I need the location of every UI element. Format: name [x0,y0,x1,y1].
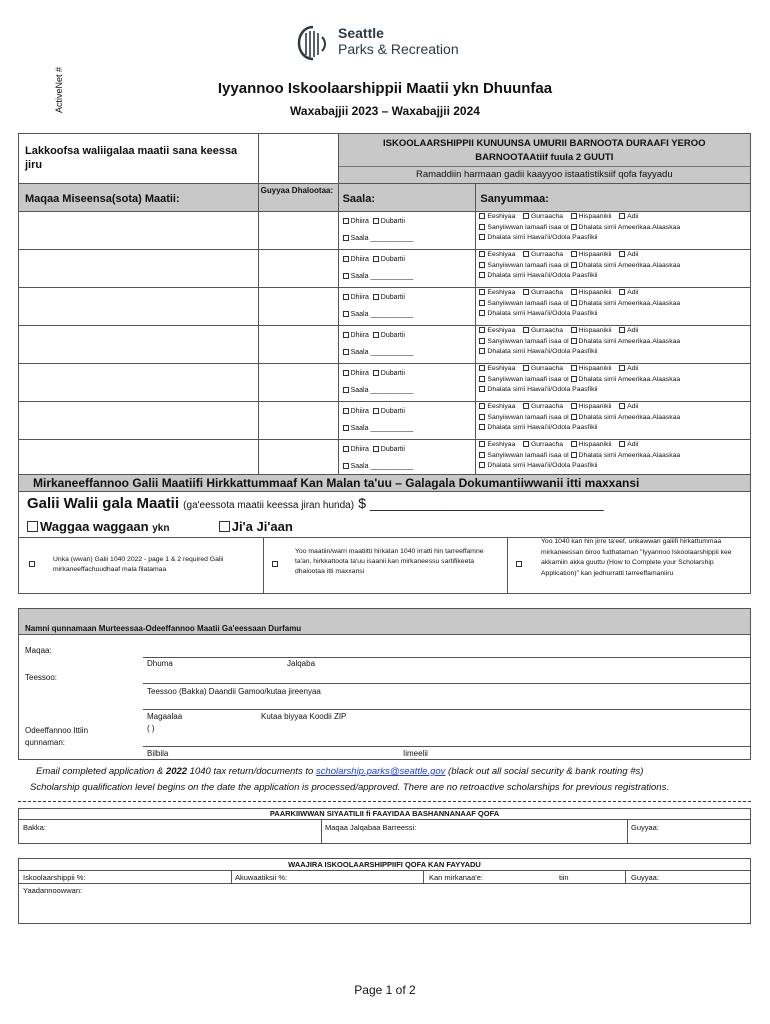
gender-cell: Dhiira Dubartii Saala ___________ [338,212,476,250]
member-name-field[interactable] [19,250,259,288]
address-label: Teessoo: [25,673,58,682]
checkbox-hispanic[interactable] [571,213,577,219]
page-number: Page 1 of 2 [354,983,416,997]
table-row [19,440,751,478]
checkbox-gender-other[interactable] [343,463,349,469]
approval-date-field[interactable]: Guyyaa: [631,873,659,882]
checkbox-gender-other[interactable] [343,273,349,279]
cut-line [18,801,751,802]
table-row [19,288,751,326]
checkbox-male[interactable] [343,370,349,376]
checkbox-pacific-islander[interactable] [479,386,485,392]
checkbox-male[interactable] [343,218,349,224]
checkbox-asian[interactable] [479,441,485,447]
checkbox-hispanic[interactable] [571,403,577,409]
checkbox-multiracial[interactable] [479,452,485,458]
income-period: Waggaa waggaan ykn Ji'a Ji'aan [27,519,293,534]
income-section [18,474,751,594]
notice-line1: Email completed application & 2022 1040 tax return/documents to scholarship.parks@seattle.gov (black out all social security & bank routing #s) [36,766,644,777]
checkbox-gender-other[interactable] [343,311,349,317]
checkbox-black[interactable] [523,289,529,295]
race-cell: Eeshiyaa Gurraacha Hispaanikii Adii Sanyiiwwan lamaafi isaa ol Dhalata sirrii Ameerikaa.Alaaskaa Dhalata sirrii Hawai'ii/Odola Paasfikii [476,212,751,250]
name-field[interactable] [143,657,750,669]
doc-option-other: Yoo 1040 kan hin jirre ta'eef, unkawwan galiifi hirkattummaa mirkaneessan biroo fudhataman "Iyyannoo Iskoolaarshippii kee akkamiin akka guuttu (How to Complete your Scholarship Application)" kan jedhurratti tarreeffamaniiru [541,538,732,577]
location-field[interactable]: Bakka: [23,823,46,832]
address-field[interactable] [143,683,750,684]
checkbox-asian[interactable] [479,213,485,219]
notes-field[interactable]: Yaadannoowwan: [23,886,83,895]
checkbox-female[interactable] [373,446,379,452]
checkbox-native-american[interactable] [571,338,577,344]
statistics-note: Ramaddiin harmaan gadii kaayyoo istaatistiksiif qofa fayyadu [339,166,750,183]
seattle-parks-logo [296,25,466,65]
staff-date-field[interactable]: Guyyaa: [631,823,659,832]
table-row [19,212,751,250]
checkbox-male[interactable] [343,446,349,452]
checkbox-male[interactable] [343,256,349,262]
staff-initials-field[interactable]: Maqaa Jalqabaa Barreessi: [325,823,417,832]
checkbox-native-american[interactable] [571,300,577,306]
verified-field[interactable]: Kan mirkanaa'e: [429,873,483,882]
checkbox-gender-other[interactable] [343,387,349,393]
member-dob-field[interactable] [258,440,338,478]
table-row [19,326,751,364]
checkbox-black[interactable] [523,441,529,447]
doc-option-1040: Unka (wwan) Galii 1040 2022 - page 1 & 2 required Galii mirkaneeffachuudhaaf mala filatamaa [53,556,224,573]
checkbox-white[interactable] [619,441,625,447]
phone-email-field[interactable] [143,746,750,747]
staff-header: PAARKIIWWAN SIYAATILII fi FAAYIDAA BASHANNANAAF QOFA [19,809,750,820]
checkbox-native-american[interactable] [571,376,577,382]
logo-line2: Parks & Recreation [338,41,459,57]
member-name-field[interactable] [19,440,259,478]
col-dob: Guyyaa Dhalootaa: [258,184,338,212]
checkbox-birth-certificate[interactable] [272,561,278,567]
gender-cell: Dhiira Dubartii Saala ___________ [338,440,476,478]
member-name-field[interactable] [19,288,259,326]
checkbox-white[interactable] [619,365,625,371]
checkbox-black[interactable] [523,365,529,371]
checkbox-hispanic[interactable] [571,289,577,295]
first-name-caption: Jalqaba [287,659,316,668]
contact-section [18,608,751,760]
staff-section [18,808,751,844]
gender-cell: Dhiira Dubartii Saala ___________ [338,250,476,288]
email-caption: Iimeelii [403,749,428,758]
doc-option-birth-certificate: Yoo maatiin/warri maatiitti hirkatan 1040 irratti hin tarreeffamne ta'an, hirkkattoota ta'uu isaanii kan mirkaneessu sartifikeeta dhalootaa itti maxxansi [295,548,484,575]
checkbox-monthly[interactable] [219,521,230,532]
checkbox-hispanic[interactable] [571,365,577,371]
race-cell: Eeshiyaa Gurraacha Hispaanikii Adii Sanyiiwwan lamaafi isaa ol Dhalata sirrii Ameerikaa.Alaaskaa Dhalata sirrii Hawai'ii/Odola Paasfikii [476,364,751,402]
checkbox-asian[interactable] [479,327,485,333]
name-label: Maqaa: [25,646,52,655]
checkbox-annual[interactable] [27,521,38,532]
approved-percent-field[interactable]: Akuwaatiksii %: [235,873,288,882]
checkbox-female[interactable] [373,370,379,376]
col-race: Sanyummaa: [476,184,751,212]
last-name-caption: Dhuma [147,659,173,668]
member-name-field[interactable] [19,326,259,364]
checkbox-other-docs[interactable] [516,561,522,567]
income-hint: (ga'eessota maatii keessa jiran hunda) [183,500,355,511]
checkbox-multiracial[interactable] [479,262,485,268]
checkbox-black[interactable] [523,213,529,219]
checkbox-female[interactable] [373,218,379,224]
email-link[interactable]: scholarship.parks@seattle.gov [315,766,446,777]
household-table [18,133,751,478]
checkbox-multiracial[interactable] [479,300,485,306]
verified-yes: tiin [559,873,569,882]
checkbox-multiracial[interactable] [479,338,485,344]
checkbox-asian[interactable] [479,403,485,409]
checkbox-black[interactable] [523,251,529,257]
checkbox-black[interactable] [523,403,529,409]
checkbox-native-american[interactable] [571,224,577,230]
checkbox-pacific-islander[interactable] [479,310,485,316]
income-header: Mirkaneeffannoo Galii Maatiifi Hirkkattummaaf Kan Malan ta'uu – Galagala Dokumantiiwwanii itti maxxansi [19,475,750,492]
household-count-field[interactable] [258,134,338,184]
member-name-field[interactable] [19,402,259,440]
checkbox-female[interactable] [373,294,379,300]
contact-info-label: Odeeffannoo Ittiin qunnaman: [25,726,89,747]
approval-header: WAAJIRA ISKOOLAARSHIPPIIFI QOFA KAN FAYYADU [19,859,750,871]
member-name-field[interactable] [19,364,259,402]
member-dob-field[interactable] [258,288,338,326]
contact-header: Namni qunnamaan Murteessaa-Odeeffannoo Maatii Ga'eessaan Durfamu [19,609,750,635]
checkbox-pacific-islander[interactable] [479,424,485,430]
checkbox-white[interactable] [619,251,625,257]
city-field[interactable] [143,709,750,710]
checkbox-pacific-islander[interactable] [479,272,485,278]
race-cell: Eeshiyaa Gurraacha Hispaanikii Adii Sanyiiwwan lamaafi isaa ol Dhalata sirrii Ameerikaa.Alaaskaa Dhalata sirrii Hawai'ii/Odola Paasfikii [476,250,751,288]
income-amount-field[interactable]: $ ______________________________ [358,495,604,511]
checkbox-1040[interactable] [29,561,35,567]
table-row [19,402,751,440]
city-caption: Magaalaa [147,712,183,721]
approval-section [18,858,751,924]
logo-line1: Seattle [338,25,384,41]
address-caption: Teessoo (Bakka) Daandii Gamoo/kutaa jireenyaa [147,687,321,696]
race-cell: Eeshiyaa Gurraacha Hispaanikii Adii Sanyiiwwan lamaafi isaa ol Dhalata sirrii Ameerikaa.Alaaskaa Dhalata sirrii Hawai'ii/Odola Paasfikii [476,288,751,326]
checkbox-asian[interactable] [479,365,485,371]
seattle-parks-logo-icon [296,25,330,61]
form-subtitle: Waxabajjii 2023 – Waxabajjii 2024 [290,104,480,118]
race-cell: Eeshiyaa Gurraacha Hispaanikii Adii Sanyiiwwan lamaafi isaa ol Dhalata sirrii Ameerikaa.Alaaskaa Dhalata sirrii Hawai'ii/Odola Paasfikii [476,402,751,440]
checkbox-male[interactable] [343,332,349,338]
race-cell: Eeshiyaa Gurraacha Hispaanikii Adii Sanyiiwwan lamaafi isaa ol Dhalata sirrii Ameerikaa.Alaaskaa Dhalata sirrii Hawai'ii/Odola Paasfikii [476,440,751,478]
checkbox-pacific-islander[interactable] [479,348,485,354]
gender-cell: Dhiira Dubartii Saala ___________ [338,288,476,326]
activenet-label: ActiveNet # [54,66,64,113]
table-row [19,364,751,402]
member-dob-field[interactable] [258,402,338,440]
submission-notice [30,765,750,795]
checkbox-multiracial[interactable] [479,414,485,420]
table-row [19,250,751,288]
checkbox-asian[interactable] [479,289,485,295]
gender-cell: Dhiira Dubartii Saala ___________ [338,364,476,402]
col-gender: Saala: [338,184,476,212]
zip-caption: Kutaa biyyaa Koodii ZIP [261,712,347,721]
checkbox-white[interactable] [619,213,625,219]
checkbox-multiracial[interactable] [479,376,485,382]
phone-parens: ( ) [147,724,155,733]
checkbox-pacific-islander[interactable] [479,234,485,240]
member-dob-field[interactable] [258,212,338,250]
income-doc-options [19,537,750,593]
checkbox-multiracial[interactable] [479,224,485,230]
race-cell: Eeshiyaa Gurraacha Hispaanikii Adii Sanyiiwwan lamaafi isaa ol Dhalata sirrii Ameerikaa.Alaaskaa Dhalata sirrii Hawai'ii/Odola Paasfikii [476,326,751,364]
gender-cell: Dhiira Dubartii Saala ___________ [338,402,476,440]
checkbox-female[interactable] [373,256,379,262]
member-dob-field[interactable] [258,364,338,402]
checkbox-native-american[interactable] [571,414,577,420]
form-title: Iyyannoo Iskoolaarshippii Maatii ykn Dhuunfaa [217,80,553,97]
member-dob-field[interactable] [258,250,338,288]
scholarship-note-cell [338,134,750,184]
checkbox-hispanic[interactable] [571,251,577,257]
checkbox-hispanic[interactable] [571,327,577,333]
checkbox-female[interactable] [373,408,379,414]
checkbox-male[interactable] [343,294,349,300]
checkbox-white[interactable] [619,327,625,333]
member-name-field[interactable] [19,212,259,250]
gender-cell: Dhiira Dubartii Saala ___________ [338,326,476,364]
checkbox-asian[interactable] [479,251,485,257]
income-label: Galii Walii gala Maatii [27,495,179,512]
checkbox-gender-other[interactable] [343,235,349,241]
checkbox-black[interactable] [523,327,529,333]
checkbox-pacific-islander[interactable] [479,462,485,468]
checkbox-native-american[interactable] [571,452,577,458]
checkbox-white[interactable] [619,403,625,409]
scholarship-percent-field[interactable]: Iskoolaarshippii %: [23,873,86,882]
phone-caption: Bilbila [147,749,169,758]
checkbox-female[interactable] [373,332,379,338]
checkbox-white[interactable] [619,289,625,295]
notice-line2: Scholarship qualification level begins on the date the application is processed/approved. There are no retroactive scholarships for previous registrations. [30,782,669,793]
checkbox-hispanic[interactable] [571,441,577,447]
checkbox-male[interactable] [343,408,349,414]
checkbox-gender-other[interactable] [343,349,349,355]
household-count-label: Lakkoofsa waliigalaa maatii sana keessa jiru [19,134,259,184]
checkbox-native-american[interactable] [571,262,577,268]
member-dob-field[interactable] [258,326,338,364]
income-line [27,495,604,512]
checkbox-gender-other[interactable] [343,425,349,431]
scholarship-note-title: ISKOOLAARSHIPPII KUNUUNSA UMURII BARNOOTA DURAAFI YEROO BARNOOTAAtiif fuula 2 GUUTI [383,138,706,163]
col-member-name: Maqaa Miseensa(sota) Maatii: [19,184,259,212]
